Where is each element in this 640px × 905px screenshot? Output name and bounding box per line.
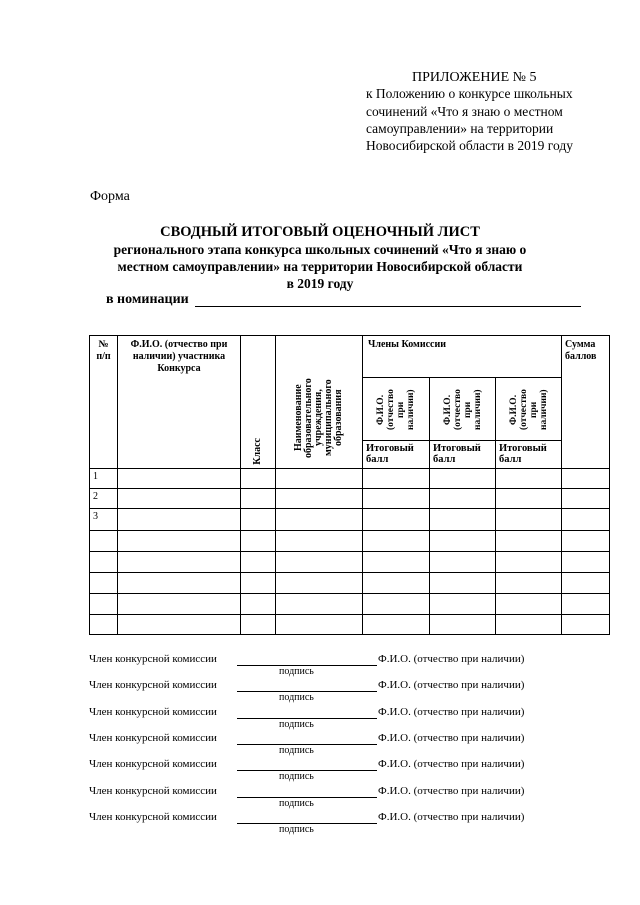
table-cell[interactable]: [430, 531, 496, 552]
table-cell[interactable]: [496, 594, 562, 615]
table-cell[interactable]: [562, 552, 610, 573]
table-cell[interactable]: [118, 489, 241, 509]
document-title: СВОДНЫЙ ИТОГОВЫЙ ОЦЕНОЧНЫЙ ЛИСТ: [160, 224, 480, 240]
table-cell[interactable]: [276, 573, 363, 594]
row-number-cell[interactable]: [90, 552, 118, 573]
signature-caption: подпись: [279, 745, 314, 756]
col-class-header: Класс: [252, 438, 263, 465]
subtitle-line-2: местном самоуправлении» на территории Новосибирской области: [117, 259, 523, 274]
table-cell[interactable]: [276, 615, 363, 635]
table-cell[interactable]: [241, 469, 276, 489]
table-cell[interactable]: [430, 573, 496, 594]
row-number-cell[interactable]: [90, 531, 118, 552]
table-cell[interactable]: [496, 615, 562, 635]
table-cell[interactable]: [363, 489, 430, 509]
table-cell[interactable]: [562, 615, 610, 635]
table-row: [90, 509, 610, 531]
member-role-label: Член конкурсной комиссии: [89, 706, 217, 718]
table-cell[interactable]: [430, 552, 496, 573]
member-role-label: Член конкурсной комиссии: [89, 732, 217, 744]
member-role-label: Член конкурсной комиссии: [89, 811, 217, 823]
table-cell[interactable]: [118, 552, 241, 573]
table-cell[interactable]: [496, 552, 562, 573]
table-cell[interactable]: [118, 615, 241, 635]
member-fio-label: Ф.И.О. (отчество при наличии): [378, 811, 525, 823]
signature-caption: подпись: [279, 719, 314, 730]
table-cell[interactable]: [562, 509, 610, 531]
table-cell[interactable]: [363, 615, 430, 635]
table-cell[interactable]: [363, 531, 430, 552]
table-row: [90, 552, 610, 573]
member-1-fio-header: Ф.И.О. (отчество при наличии): [376, 389, 416, 431]
table-cell[interactable]: [363, 552, 430, 573]
appendix-line-1: к Положению о конкурсе школьных: [366, 86, 573, 101]
signature-caption: подпись: [279, 798, 314, 809]
table-row: [90, 594, 610, 615]
member-3-score-header: Итоговый балл: [499, 443, 547, 465]
table-row: [90, 615, 610, 635]
appendix-line-4: Новосибирской области в 2019 году: [366, 138, 573, 153]
member-role-label: Член конкурсной комиссии: [89, 653, 217, 665]
row-number-cell[interactable]: [90, 594, 118, 615]
table-cell[interactable]: [363, 469, 430, 489]
table-cell[interactable]: [496, 509, 562, 531]
table-cell[interactable]: [241, 552, 276, 573]
table-cell[interactable]: [562, 489, 610, 509]
col-number-header: № п/п: [96, 339, 111, 362]
table-row: [90, 531, 610, 552]
table-cell[interactable]: [118, 573, 241, 594]
member-fio-label: Ф.И.О. (отчество при наличии): [378, 706, 525, 718]
signature-caption: подпись: [279, 692, 314, 703]
table-cell[interactable]: [496, 469, 562, 489]
member-fio-label: Ф.И.О. (отчество при наличии): [378, 653, 525, 665]
signature-caption: подпись: [279, 666, 314, 677]
table-cell[interactable]: [276, 469, 363, 489]
table-cell[interactable]: [118, 594, 241, 615]
score-table: [89, 335, 610, 635]
table-cell[interactable]: [118, 469, 241, 489]
col-fio-header: Ф.И.О. (отчество при наличии) участника Конкурса: [130, 339, 228, 374]
table-cell[interactable]: [430, 509, 496, 531]
member-1-score-header: Итоговый балл: [366, 443, 414, 465]
subtitle-line-1: регионального этапа конкурса школьных сочинений «Что я знаю о: [113, 242, 527, 257]
table-cell[interactable]: [276, 531, 363, 552]
table-cell[interactable]: [241, 489, 276, 509]
nomination-field[interactable]: [195, 306, 581, 307]
table-cell[interactable]: [241, 509, 276, 531]
member-3-fio-header: Ф.И.О. (отчество при наличии): [508, 389, 549, 431]
table-cell[interactable]: [363, 594, 430, 615]
appendix-line-2: сочинений «Что я знаю о местном: [366, 104, 563, 119]
table-cell[interactable]: [430, 615, 496, 635]
table-cell[interactable]: [118, 509, 241, 531]
table-cell[interactable]: [562, 573, 610, 594]
member-2-fio-header: Ф.И.О. (отчество при наличии): [442, 389, 483, 431]
nomination-label: в номинации: [106, 292, 189, 307]
table-cell[interactable]: [276, 489, 363, 509]
row-number-cell[interactable]: [90, 615, 118, 635]
table-cell[interactable]: [430, 489, 496, 509]
table-cell[interactable]: [241, 573, 276, 594]
table-cell[interactable]: [241, 615, 276, 635]
table-cell[interactable]: [276, 594, 363, 615]
row-number-cell[interactable]: 1: [90, 469, 118, 489]
table-cell[interactable]: [496, 573, 562, 594]
member-2-score-header: Итоговый балл: [433, 443, 481, 465]
member-role-label: Член конкурсной комиссии: [89, 785, 217, 797]
table-row: [90, 489, 610, 509]
subtitle-line-3: в 2019 году: [286, 276, 354, 291]
appendix-line-3: самоуправлении» на территории: [366, 121, 554, 136]
signature-caption: подпись: [279, 824, 314, 835]
member-fio-label: Ф.И.О. (отчество при наличии): [378, 679, 525, 691]
table-cell[interactable]: [241, 594, 276, 615]
table-cell[interactable]: [562, 531, 610, 552]
member-role-label: Член конкурсной комиссии: [89, 679, 217, 691]
member-role-label: Член конкурсной комиссии: [89, 758, 217, 770]
form-label: Форма: [90, 189, 130, 204]
row-number-cell[interactable]: 2: [90, 489, 118, 509]
table-cell[interactable]: [276, 509, 363, 531]
signature-caption: подпись: [279, 771, 314, 782]
appendix-title: ПРИЛОЖЕНИЕ № 5: [412, 70, 537, 85]
row-number-cell[interactable]: 3: [90, 509, 118, 531]
table-cell[interactable]: [496, 531, 562, 552]
table-row: [90, 573, 610, 594]
member-fio-label: Ф.И.О. (отчество при наличии): [378, 785, 525, 797]
table-cell[interactable]: [363, 573, 430, 594]
table-cell[interactable]: [430, 469, 496, 489]
member-fio-label: Ф.И.О. (отчество при наличии): [378, 732, 525, 744]
table-cell[interactable]: [496, 489, 562, 509]
table-cell[interactable]: [118, 531, 241, 552]
row-number-cell[interactable]: [90, 573, 118, 594]
table-row: [90, 469, 610, 489]
member-fio-label: Ф.И.О. (отчество при наличии): [378, 758, 525, 770]
table-cell[interactable]: [430, 594, 496, 615]
table-cell[interactable]: [276, 552, 363, 573]
score-rows: [90, 469, 610, 635]
table-cell[interactable]: [562, 469, 610, 489]
col-sum-header: Сумма баллов: [565, 339, 597, 362]
table-cell[interactable]: [241, 531, 276, 552]
col-members-header: Члены Комиссии: [368, 339, 446, 350]
table-cell[interactable]: [562, 594, 610, 615]
col-school-header: Наименование образовательного учреждения, муниципального образования: [293, 378, 344, 458]
table-cell[interactable]: [363, 509, 430, 531]
